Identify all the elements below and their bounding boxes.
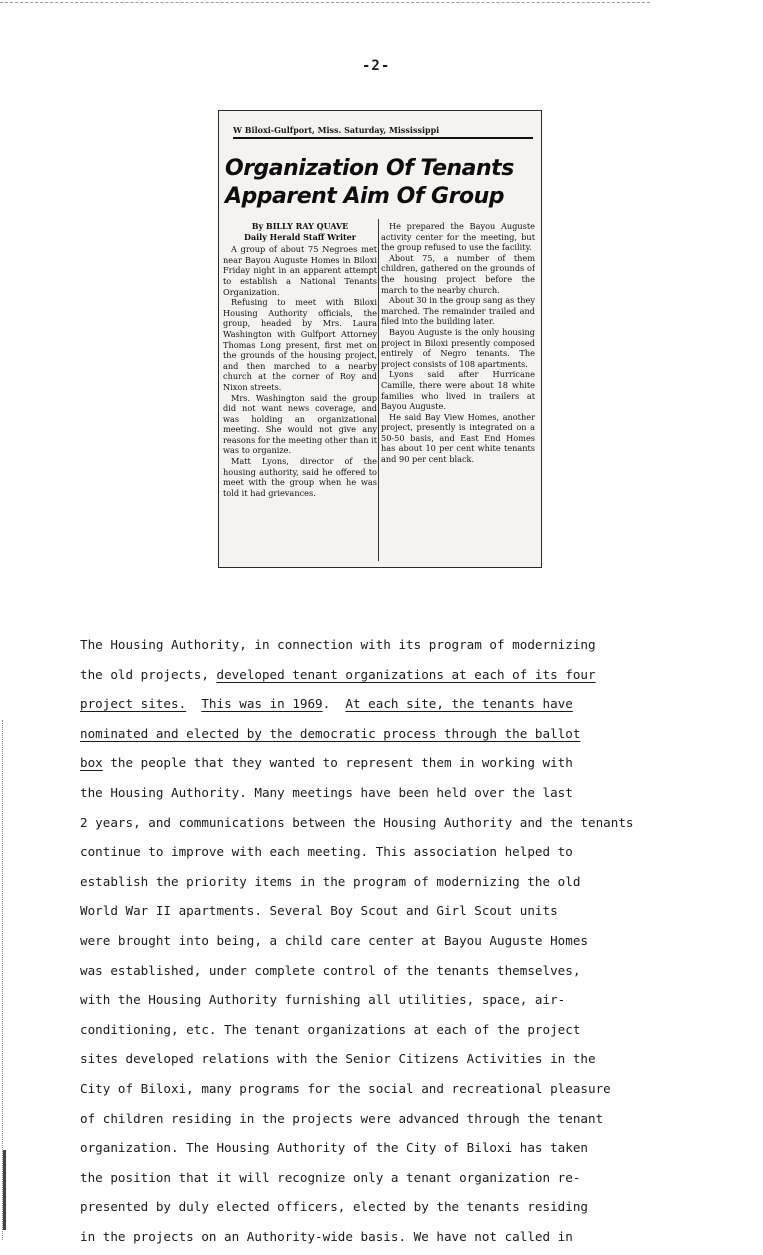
column-divider [378,219,379,561]
article-paragraph: He said Bay View Homes, another project, presently is integrated on a 50-50 basis, and East End Homes has about 10 per cent white tenants and 90 per cent black. [381,411,535,465]
text-line [80,689,752,719]
underlined-text: developed tenant organizations at each of its four [216,666,596,682]
article-paragraph: Matt Lyons, director of the housing authority, said he offered to meet with the group when he was told it had grievances. [223,456,377,498]
text-line [80,719,752,749]
page-number: -2- [362,58,391,74]
text-line: the position that it will recognize only a tenant organization re- [80,1169,581,1185]
clipping-headline [225,155,537,211]
article-paragraph: Bayou Auguste is the only housing project in Biloxi presently composed entirely of Negro tenants. The project consists of 108 apartments. [381,326,535,369]
underlined-text: box [80,755,103,771]
margin-scan-mark-dark [3,1150,8,1230]
text-line: 2 years, and communications between the Housing Authority and the tenants [80,814,634,830]
text-line [80,660,752,690]
text-span [186,696,201,711]
article-paragraph: Mrs. Washington said the group did not want news coverage, and was holding an organizational meeting. She would not give any reasons for the meeting other than it was to organize. [223,392,377,456]
text-line: organization. The Housing Authority of the City of Biloxi has taken [80,1140,588,1156]
headline-line-1: Organization Of Tenants [225,156,514,181]
top-dashed-rule [0,2,650,3]
headline-line-2: Apparent Aim Of Group [225,184,504,209]
text-line: in the projects on an Authority-wide basis. We have not called in [80,1228,573,1244]
text-line: presented by duly elected officers, elected by the tenants residing [80,1199,588,1215]
newspaper-clipping [218,110,542,568]
article-paragraph: A group of about 75 Negroes met near Bayou Auguste Homes in Biloxi Friday night in an apparent attempt to establish a National Tenants Organization. [223,244,377,297]
article-paragraph: About 75, a number of them children, gathered on the grounds of the housing project before the march to the nearby church. [381,252,535,295]
text-line: with the Housing Authority furnishing all utilities, space, air- [80,992,566,1008]
article-paragraph: He prepared the Bayou Auguste activity center for the meeting, but the group refused to use the facility. [381,221,535,253]
byline-role: Daily Herald Staff Writer [244,231,356,242]
text-line: sites developed relations with the Senior Citizens Activities in the [80,1051,596,1067]
text-line: establish the priority items in the program of modernizing the old [80,873,581,889]
typed-body-text [80,630,752,1251]
text-span: the old projects, [80,666,217,682]
text-line: was established, under complete control of the tenants themselves, [80,962,581,978]
clipping-left-column [223,221,377,561]
text-line: conditioning, etc. The tenant organizations at each of the project [80,1021,581,1037]
text-line: the Housing Authority. Many meetings have been held over the last [80,784,573,800]
article-paragraph: Refusing to meet with Biloxi Housing Authority officials, the group, headed by Mrs. Laura Washington with Gulfport Attorney Thomas Long present, first met on the grounds of the housing project, and then marched to a nearby church at the corner of Roy and Nixon streets. [223,297,377,392]
text-line: continue to improve with each meeting. This association helped to [80,844,573,860]
clipping-bottom-rule [277,567,539,568]
underlined-text: At each site, the tenants have [345,696,573,712]
clipping-right-column [381,221,535,561]
article-paragraph: Lyons said after Hurricane Camille, there were about 18 white families who lived in trailers at Bayou Auguste. [381,369,535,412]
clipping-dateline: W Biloxi-Gulfport, Miss. Saturday, Mississippi [233,121,533,139]
article-paragraph: About 30 in the group sang as they marched. The remainder trailed and filed into the building later. [381,295,535,327]
underlined-text: project sites. [80,696,187,712]
text-line: The Housing Authority, in connection with its program of modernizing [80,637,596,652]
text-line: of children residing in the projects were advanced through the tenant [80,1110,604,1126]
text-line: World War II apartments. Several Boy Scout and Girl Scout units [80,903,558,919]
text-line: were brought into being, a child care center at Bayou Auguste Homes [80,932,588,948]
underlined-text: This was in 1969 [201,696,323,712]
text-line: City of Biloxi, many programs for the social and recreational pleasure [80,1080,611,1096]
text-span: . [322,696,346,712]
text-span: the people that they wanted to represent them in working with [102,755,573,771]
underlined-text: nominated and elected by the democratic process through the ballot [80,725,581,741]
byline: By BILLY RAY QUAVE [251,221,349,231]
text-line [80,748,752,778]
